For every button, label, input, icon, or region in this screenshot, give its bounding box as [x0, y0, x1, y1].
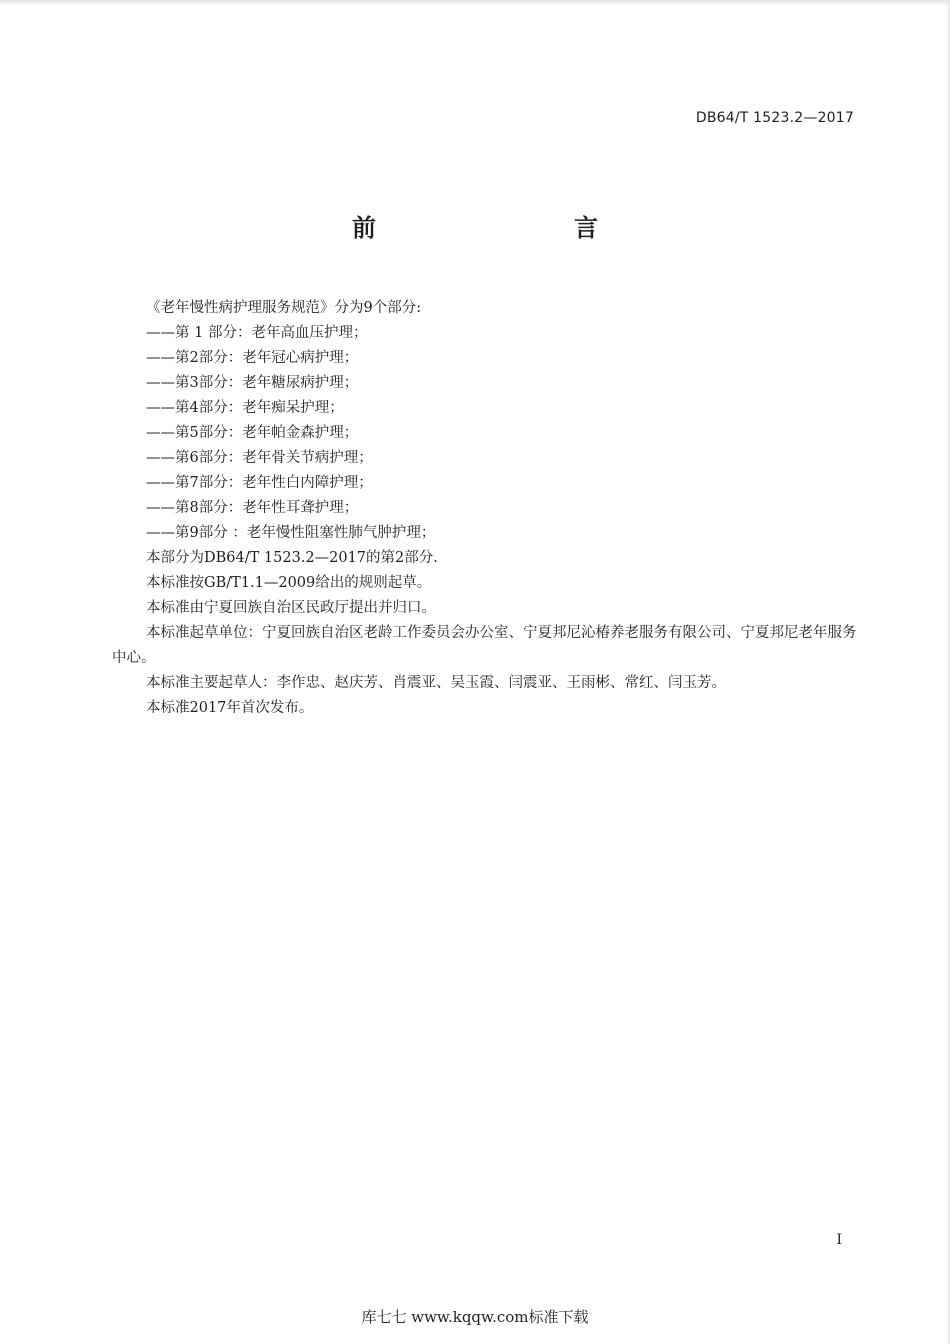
page-title: 前 言 [352, 214, 648, 242]
part-list-item: ——第6部分：老年骨关节病护理； [146, 450, 373, 466]
part-list-item: ——第 1 部分：老年高血压护理； [146, 325, 368, 341]
part-list-item: ——第7部分：老年性白内障护理； [146, 475, 373, 491]
paragraph-drafting-rules: 本标准按GB/T1.1—2009给出的规则起草。 [146, 575, 432, 591]
scan-edge-top [0, 0, 950, 6]
standard-code: DB64/T 1523.2—2017 [695, 110, 854, 126]
paragraph-intro: 《老年慢性病护理服务规范》分为9个部分: [146, 300, 422, 316]
paragraph-part-note: 本部分为DB64/T 1523.2—2017的第2部分. [146, 550, 438, 566]
part-list-item: ——第3部分：老年糖尿病护理； [146, 375, 359, 391]
page-number: I [836, 1232, 842, 1248]
part-list-item: ——第5部分：老年帕金森护理； [146, 425, 359, 441]
part-list-item: ——第4部分：老年痴呆护理； [146, 400, 344, 416]
watermark: 库七七 www.kqqw.com标准下载 [361, 1308, 589, 1326]
paragraph-drafters: 本标准主要起草人：李作忠、赵庆芳、肖震亚、吴玉霞、闫震亚、王雨彬、常红、闫玉芳。 [146, 675, 726, 691]
part-list-item: ——第8部分：老年性耳聋护理； [146, 500, 359, 516]
scan-edge-right [946, 0, 950, 1344]
paragraph-drafting-units: 本标准起草单位：宁夏回族自治区老龄工作委员会办公室、宁夏邦尼沁椿养老服务有限公司、宁夏邦尼老年服务中心。 [112, 625, 857, 666]
part-list-item: ——第9部分 ：老年慢性阻塞性肺气肿护理； [146, 525, 436, 541]
paragraph-first-release: 本标准2017年首次发布。 [146, 700, 314, 716]
paragraph-proposer: 本标准由宁夏回族自治区民政厅提出并归口。 [146, 600, 436, 616]
part-list-item: ——第2部分：老年冠心病护理； [146, 350, 359, 366]
foreword-body [112, 296, 860, 721]
